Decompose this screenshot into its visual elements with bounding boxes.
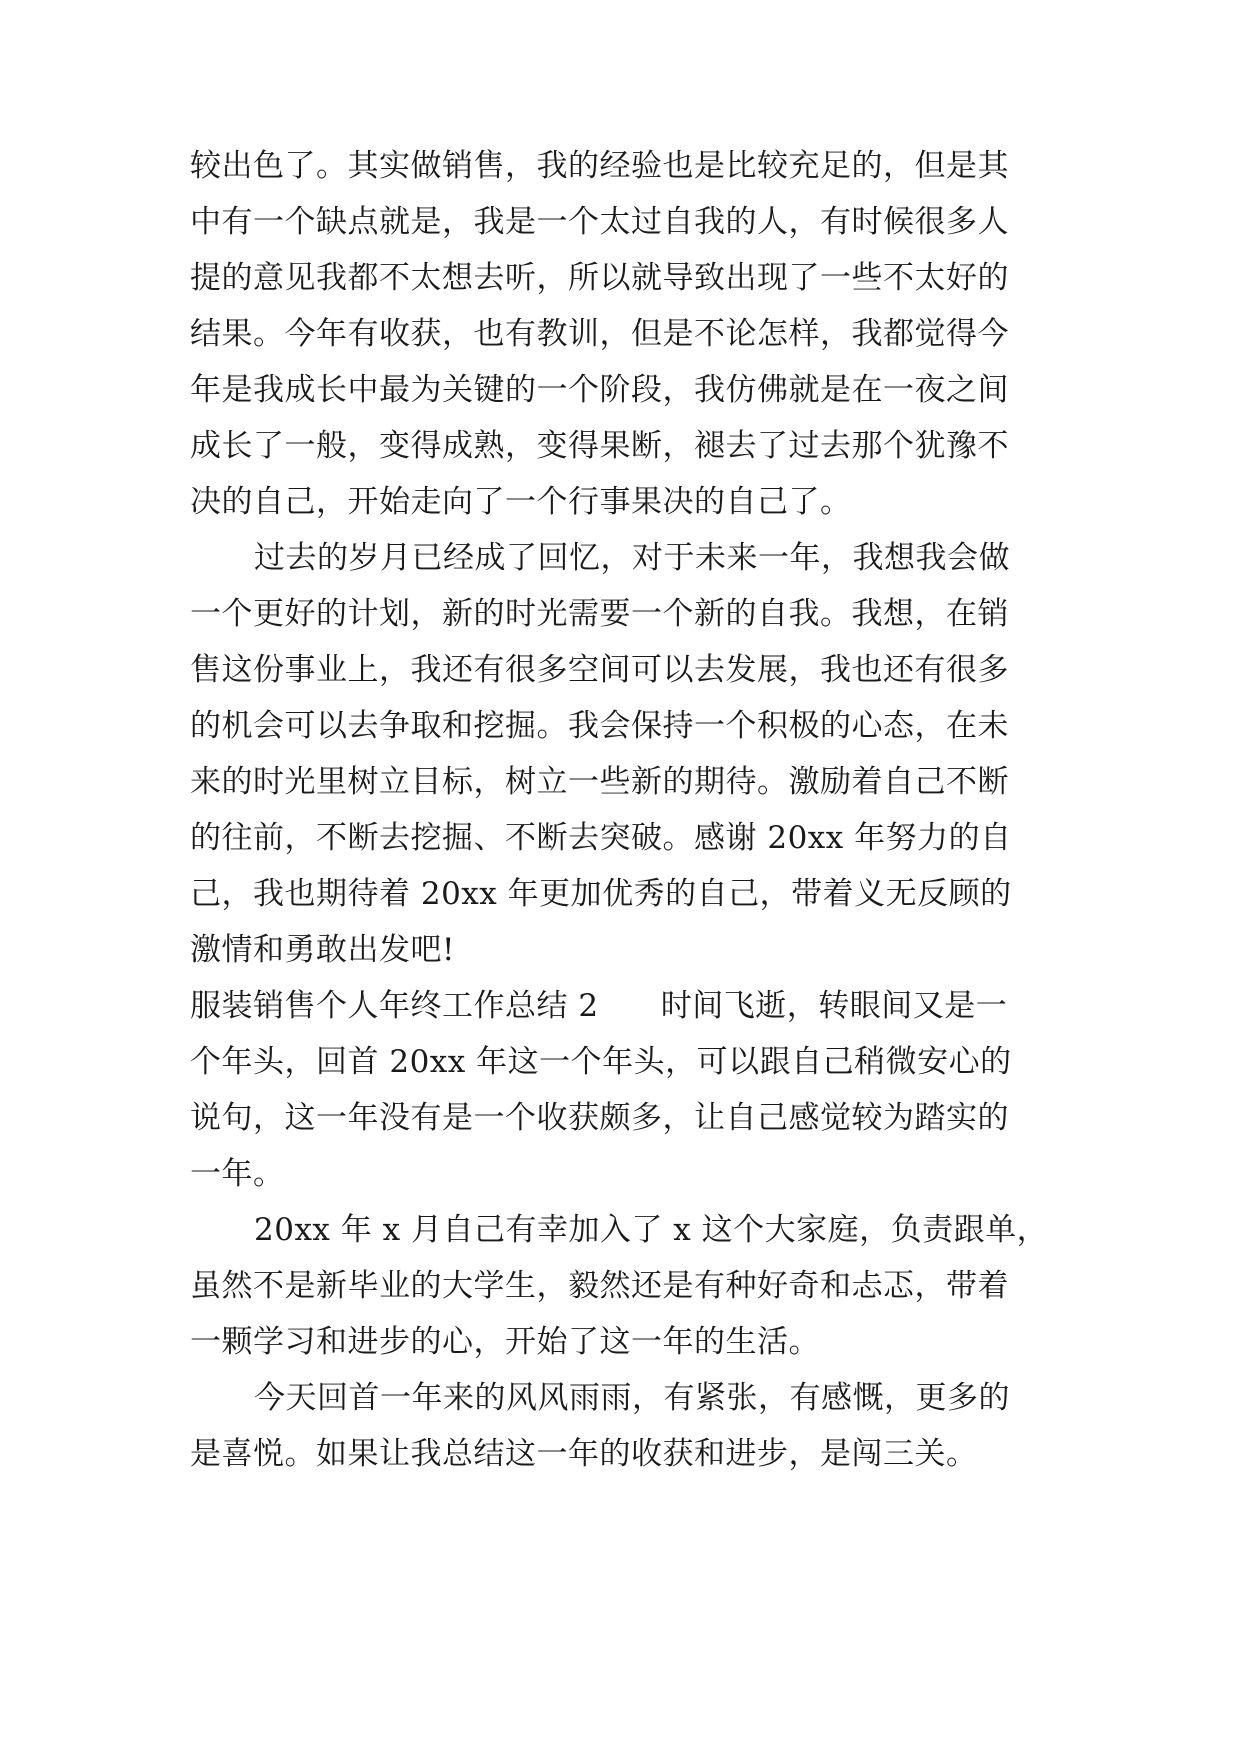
paragraph-start-line: 20xx 年 x 月自己有幸加入了 x 这个大家庭，负责跟单， — [254, 1212, 1049, 1248]
text-line: 年是我成长中最为关键的一个阶段，我仿佛就是在一夜之间 — [190, 372, 1009, 408]
text-line: 是喜悦。如果让我总结这一年的收获和进步，是闯三关。 — [190, 1436, 978, 1472]
text-line: 说句，这一年没有是一个收获颇多，让自己感觉较为踏实的 — [190, 1100, 1009, 1136]
text-line: 一个更好的计划，新的时光需要一个新的自我。我想，在销 — [190, 596, 1009, 632]
text-line: 的机会可以去争取和挖掘。我会保持一个积极的心态，在未 — [190, 708, 1009, 744]
text-line: 激情和勇敢出发吧! — [190, 932, 455, 968]
text-line: 己，我也期待着 20xx 年更加优秀的自己，带着义无反顾的 — [190, 876, 1012, 912]
text-line: 结果。今年有收获，也有教训，但是不论怎样，我都觉得今 — [190, 316, 1009, 352]
paragraph-start-line: 今天回首一年来的风风雨雨，有紧张，有感慨，更多的 — [254, 1380, 1010, 1416]
text-line: 来的时光里树立目标，树立一些新的期待。激励着自己不断 — [190, 764, 1009, 800]
text-line: 的往前，不断去挖掘、不断去突破。感谢 20xx 年努力的自 — [190, 820, 1012, 856]
text-line: 一年。 — [190, 1156, 285, 1192]
paragraph-start-line: 过去的岁月已经成了回忆，对于未来一年，我想我会做 — [254, 540, 1010, 576]
text-line: 售这份事业上，我还有很多空间可以去发展，我也还有很多 — [190, 652, 1009, 688]
text-line: 成长了一般，变得成熟，变得果断，褪去了过去那个犹豫不 — [190, 428, 1009, 464]
text-line: 一颗学习和进步的心，开始了这一年的生活。 — [190, 1324, 820, 1360]
text-line: 虽然不是新毕业的大学生，毅然还是有种好奇和忐忑，带着 — [190, 1268, 1009, 1304]
text-line: 中有一个缺点就是，我是一个太过自我的人，有时候很多人 — [190, 204, 1009, 240]
text-line: 决的自己，开始走向了一个行事果决的自己了。 — [190, 484, 852, 520]
text-line: 较出色了。其实做销售，我的经验也是比较充足的，但是其 — [190, 148, 1009, 184]
section-title-line: 服装销售个人年终工作总结 2 时间飞逝，转眼间又是一 — [190, 988, 1008, 1024]
text-line: 个年头，回首 20xx 年这一个年头，可以跟自己稍微安心的 — [190, 1044, 1012, 1080]
text-line: 提的意见我都不太想去听，所以就导致出现了一些不太好的 — [190, 260, 1009, 296]
